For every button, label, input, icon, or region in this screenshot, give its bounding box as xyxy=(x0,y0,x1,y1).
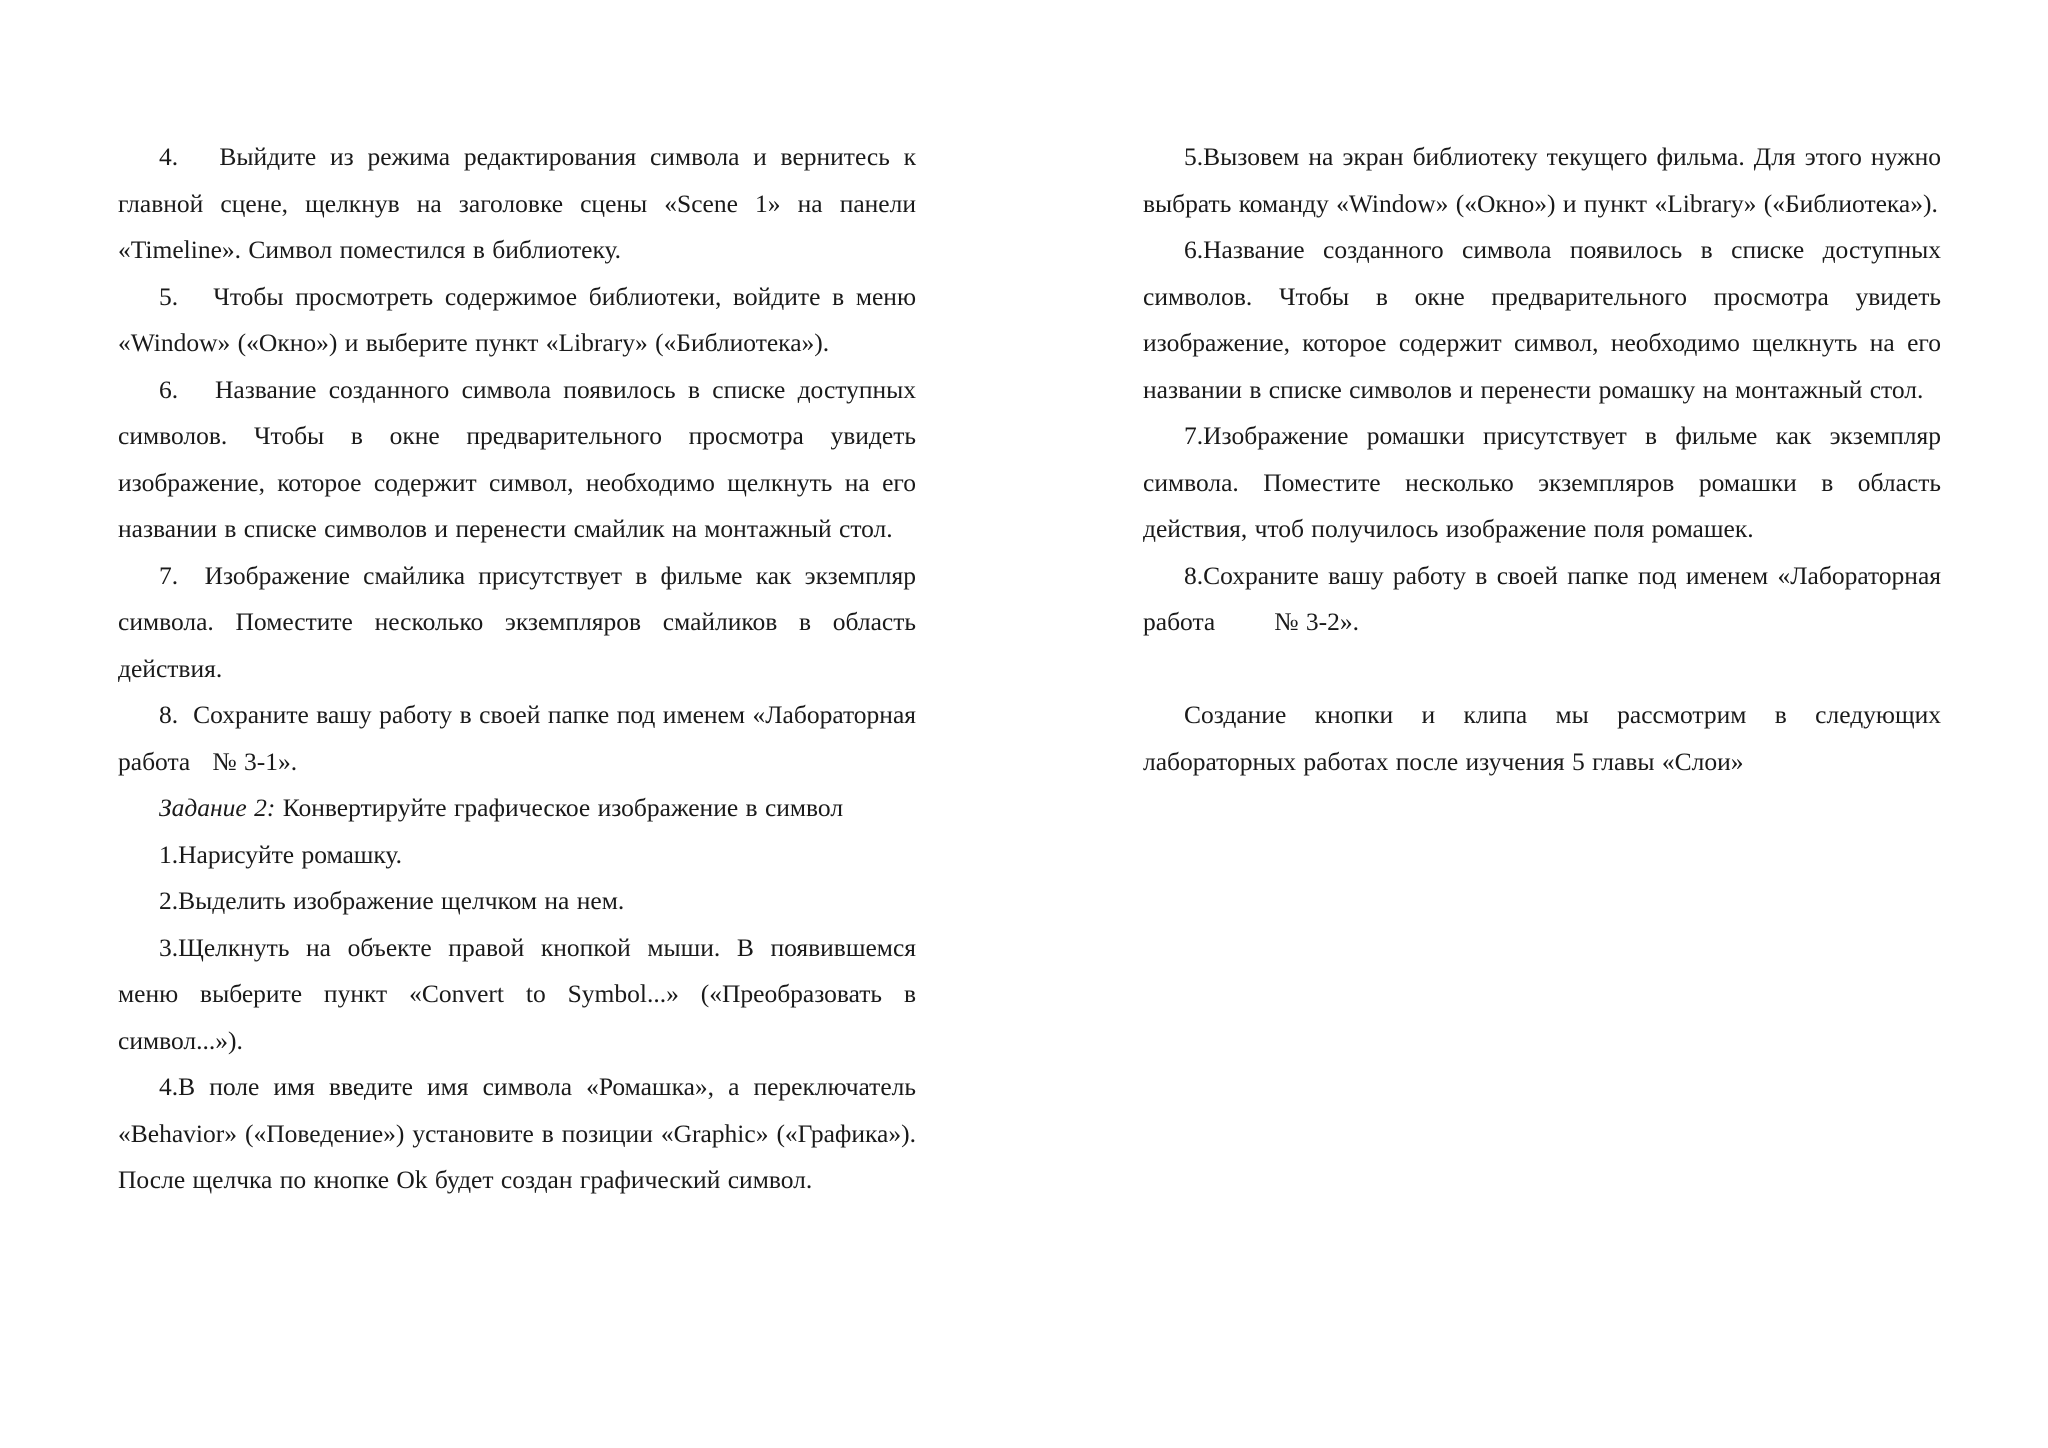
paragraph-gap xyxy=(1143,646,1941,693)
right-step-5-open-library: 5.Вызовем на экран библиотеку текущего фильма. Для этого нужно выбрать команду «Window» («Окно») и пункт «Library» («Библиотека»). xyxy=(1143,142,1941,218)
left-column xyxy=(118,134,916,1204)
step-5-open-library: 5. Чтобы просмотреть содержимое библиотеки, войдите в меню «Window» («Окно») и выберите пункт «Library» («Библиотека»). xyxy=(118,281,916,357)
task-2-heading xyxy=(118,785,916,832)
step-6-symbol-name: 6. Название созданного символа появилось в списке доступных символов. Чтобы в окне предварительного просмотра увидеть изображение, которое содержит символ, необходимо щелкнуть на его названии в списке символов и перенести смайлик на монтажный стол. xyxy=(118,374,916,543)
task-2-text: Конвертируйте графическое изображение в символ xyxy=(275,793,844,822)
task-2-label: Задание 2: xyxy=(159,793,276,822)
task-2-step-1: 1.Нарисуйте ромашку. xyxy=(159,839,403,869)
closing-note: Создание кнопки и клипа мы рассмотрим в следующих лабораторных работах после изучения 5 главы «Слои» xyxy=(1143,700,1941,776)
right-step-7-chamomile-instance: 7.Изображение ромашки присутствует в фильме как экземпляр символа. Поместите несколько экземпляров ромашки в область действия, чтоб получилось изображение поля ромашек. xyxy=(1143,421,1941,543)
task-2-step-2: 2.Выделить изображение щелчком на нем. xyxy=(159,886,625,915)
task-2-step-4: 4.В поле имя введите имя символа «Ромашка», а переключатель «Behavior» («Поведение») установите в позиции «Graphic» («Графика»). После щелчка по кнопке Ok будет создан графический символ. xyxy=(118,1072,916,1194)
right-step-6-symbol-name: 6.Название созданного символа появилось в списке доступных символов. Чтобы в окне предварительного просмотра увидеть изображение, которое содержит символ, необходимо щелкнуть на его названии в списке символов и перенести ромашку на монтажный стол. xyxy=(1143,235,1941,404)
task-2-step-3: 3.Щелкнуть на объекте правой кнопкой мыши. В появившемся меню выберите пункт «Convert to Symbol...» («Преобразовать в символ...»). xyxy=(118,932,916,1055)
step-7-smiley-instance: 7. Изображение смайлика присутствует в фильме как экземпляр символа. Поместите несколько экземпляров смайликов в область действия. xyxy=(118,560,916,683)
right-column xyxy=(1143,134,1941,785)
step-8-save-work: 8. Сохраните вашу работу в своей папке под именем «Лабораторная работа № 3-1». xyxy=(118,700,916,776)
step-4-exit-edit-mode: 4. Выйдите из режима редактирования символа и вернитесь к главной сцене, щелкнув на заголовке сцены «Scene 1» на панели «Timeline». Символ поместился в библиотеку. xyxy=(118,142,916,264)
right-step-8-save-work: 8.Сохраните вашу работу в своей папке под именем «Лабораторная работа № 3-2». xyxy=(1143,560,1941,636)
